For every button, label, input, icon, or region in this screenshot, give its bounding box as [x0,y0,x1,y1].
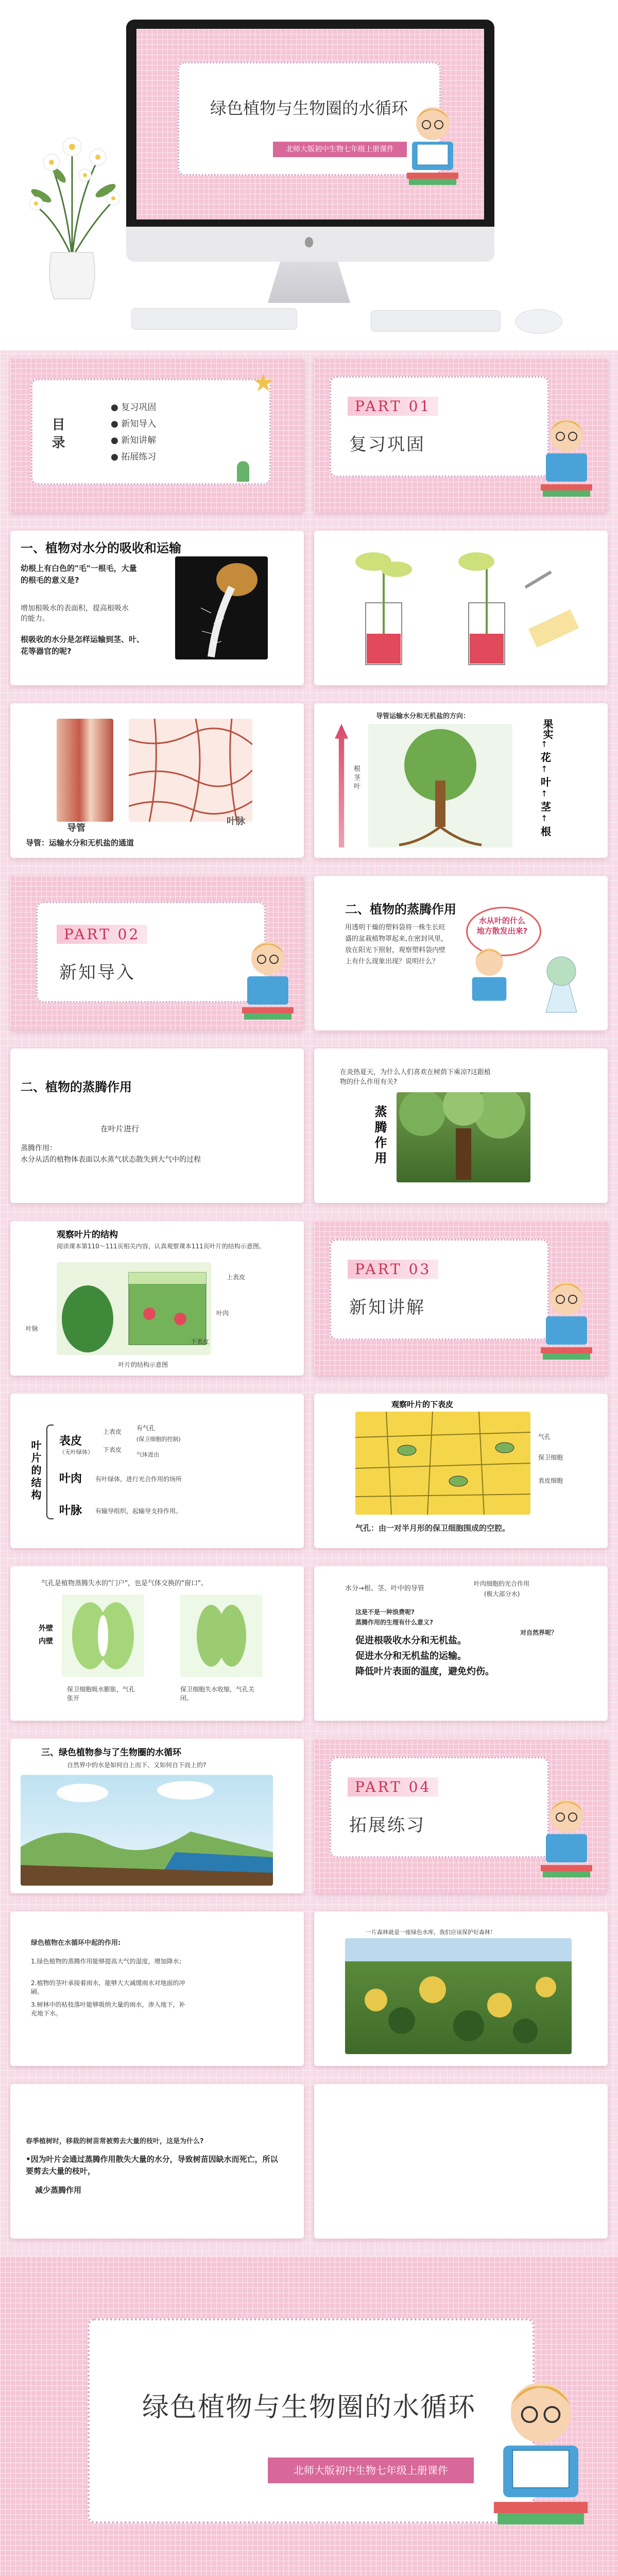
vein-label: 叶脉 [227,816,245,827]
cover-title: 绿色植物与生物圈的水循环 [210,98,408,118]
toc-item[interactable]: ● 复习巩固 [111,402,157,413]
exercise-answer-end: 减少蒸腾作用 [35,2185,82,2195]
waste-question: 这是不是一种浪费呢? [355,1608,415,1616]
boy-reading-icon [536,1278,597,1365]
apple-logo-icon [305,237,313,247]
meaning-answer: 促进水分和无机盐的运输。 [355,1651,467,1662]
part-card [330,1239,549,1340]
boy-reading-icon [237,938,299,1025]
cover-subtitle: 北师大版初中生物七年级上册课件 [273,142,407,157]
slide-meaning [314,1566,608,1721]
keyboard [131,308,297,330]
final-subtitle: 北师大版初中生物七年级上册课件 [268,2458,474,2483]
chain-item: 叶 [541,776,551,788]
final-title: 绿色植物与生物圈的水循环 [142,2392,476,2423]
mouse [515,309,562,334]
slide-heading: 二、植物的蒸腾作用 [21,1080,132,1094]
part-card [330,1757,549,1858]
boy-reading-icon [464,943,515,1020]
boy-reading-icon [536,1795,597,1883]
vessel-photo [57,719,113,822]
part-title: 拓展练习 [349,1815,425,1836]
slide-transp-def [10,1048,304,1203]
chain-arrow: ↑ [541,814,548,823]
boy-reading-icon [402,103,464,191]
struct-label: 叶肉 [216,1310,229,1317]
inner-label: 内壁 [39,1637,53,1646]
meso-label: 叶肉 [59,1472,82,1485]
meso-text: 有叶绿体，进行光合作用的场所 [95,1476,182,1483]
closed-caption: 保卫细胞失水收缩，气孔关闭。 [180,1686,255,1702]
intro-body: 用透明干燥的塑料袋将一株生长旺盛的盆栽植物罩起来,在密封风里，放在阳光下照射，观察塑料袋内壁上有什么现象出现？说明什么？ [345,924,448,966]
slide-heading: 二、植物的蒸腾作用 [345,902,456,917]
stoma-label: 保卫细胞 [538,1454,563,1461]
part-card [36,902,266,1003]
part-card [330,376,549,477]
trackpad [371,310,501,332]
stoma-label: 气孔 [538,1433,551,1440]
slide-guard-cells [10,1566,304,1721]
slide-heading: 气孔是植物蒸腾失水的"门户"，也是气体交换的"窗口"。 [41,1580,208,1587]
cactus-icon [237,461,249,482]
question-text: 根吸收的水分是怎样运输到茎、叶、花等器官的呢? [21,635,145,656]
vein-text: 有输导组织，起输导支持作用。 [95,1507,182,1515]
root-hair-photo [175,556,268,659]
part-title: 新知导入 [59,962,135,983]
answer-text: 增加根吸水的表面积，提高根吸水的能力。 [21,604,129,623]
slide-forest [314,1911,608,2066]
struct-label: 叶脉 [26,1325,39,1332]
slide-heading: 观察叶片的下表皮 [391,1400,454,1409]
flask-plant-icon [541,953,582,1015]
slide-roles [10,1911,304,2066]
exercise-answer: •因为叶片会通过蒸腾作用散失大量的水分，导致树苗因缺水而死亡，所以要剪去大量的枝叶， [26,2155,278,2176]
side-label: 叶片的结构 [29,1440,42,1502]
roles-item: 3.树林中的枯枝落叶能够吸纳大量的雨水，渗入地下，补充地下水。 [31,2001,185,2017]
nature-question: 对自然界呢？ [520,1629,558,1636]
struct-caption: 叶片的结构示意图 [118,1361,168,1368]
slide-heading: 一、植物对水分的吸收和运输 [21,541,181,555]
def-text: 水分从活的植物体表面以水蒸气状态散失到大气中的过程 [21,1156,201,1164]
slide-heading: 观察叶片的结构 [57,1230,118,1240]
hero [0,0,618,350]
slide-part02 [10,876,304,1030]
slide-transp-intro [314,876,608,1030]
epi-label: 表皮 [59,1435,82,1448]
water-cycle-illustration [21,1775,273,1886]
bubble-text: 水从叶的什么地方散发出来? [476,916,528,936]
slide-toc [10,358,304,513]
cycle-sub: 自然界中的水是如何自上而下、又如何自下而上的? [67,1761,207,1769]
leaf-section-illustration [57,1262,211,1355]
toc-list [111,399,156,465]
struct-label: 下表皮 [191,1338,210,1345]
up-arrow-icon [335,724,348,848]
slide-leaf-parts [10,1394,304,1548]
arrow-label: 根 茎 叶 [352,765,360,790]
slide-experiment [314,531,608,685]
chain-arrow: ↑ [541,789,548,799]
stoma-label: 有气孔 [136,1425,156,1432]
closed-stoma-illustration [180,1595,263,1677]
slide-heading: 三、绿色植物参与了生物圈的水循环 [41,1748,181,1758]
vessel-label: 导管 [67,823,85,834]
slide-part04 [314,1739,608,1893]
part-label: PART 04 [348,1777,438,1797]
epidermis-illustration [355,1412,530,1515]
final-slide [0,2257,618,2576]
lower-label: 下表皮 [103,1446,122,1453]
struct-label: 上表皮 [227,1274,246,1281]
chain-item: 花 [541,751,551,764]
toc-heading: 目 录 [49,417,65,449]
where-text: 在叶片进行 [100,1124,140,1133]
slide-water-cycle [10,1739,304,1893]
slide-blank [314,2084,608,2239]
slide-leaf-structure [10,1221,304,1376]
slide-tree-shade [314,1048,608,1203]
vertical-term: 蒸腾作用 [372,1105,387,1167]
meaning-answer: 降低叶片表面的温度，避免灼伤。 [355,1666,494,1677]
chain-arrow: ↑ [541,764,548,774]
epi-sub: （无叶绿体） [59,1449,93,1455]
chain-item: 茎 [541,801,551,813]
stoma-caption: 气孔：由一对半月形的保卫细胞围成的空腔。 [355,1523,510,1533]
slide-stoma [314,1394,608,1548]
photosynthesis-label: 叶肉细胞的光合作用 [474,1580,530,1587]
open-caption: 保卫细胞吸水膨胀，气孔张开 [67,1686,135,1702]
toc-item[interactable]: ● 拓展练习 [111,452,157,462]
flower-vase-icon [21,103,124,309]
roles-title: 绿色植物在水循环中起的作用: [31,1939,121,1947]
air-label: 气体进出 [136,1451,159,1458]
experiment-illustration [335,541,587,675]
monitor-stand [268,262,350,303]
roles-item: 1.绿色植物的蒸腾作用能够提高大气的湿度，增加降水； [31,1958,185,1965]
chain-item: 根 [541,825,551,838]
leaf-vein-photo [129,719,252,822]
forest-caption: 一片森林就是一座绿色水库，我们应该保护好森林！ [366,1929,496,1936]
upper-label: 上表皮 [103,1428,122,1435]
part-label: PART 02 [57,925,147,944]
water-path: 水分→根、茎、叶中的导管 [345,1585,424,1592]
stoma-sub: (保卫细胞的控制) [136,1436,181,1443]
bracket [46,1425,54,1519]
open-stoma-illustration [62,1595,144,1677]
slide-transport [314,703,608,858]
majority-label: (极大部分水) [484,1590,520,1598]
slide-part03 [314,1221,608,1376]
boy-reading-icon [484,2375,597,2535]
tree-question: 在炎热夏天，为什么人们喜欢在树荫下乘凉?这跟植物的什么作用有关? [340,1069,491,1086]
outer-label: 外壁 [39,1624,53,1633]
meaning-answer: 促进根吸收水分和无机盐。 [355,1635,467,1646]
stoma-label: 表皮细胞 [538,1477,563,1484]
part-title: 新知讲解 [349,1297,425,1318]
part-label: PART 03 [348,1260,438,1279]
vein-label: 叶脉 [59,1504,82,1517]
slide-absorb [10,531,304,685]
slide-exercise [10,2084,304,2239]
def-label: 蒸腾作用： [21,1144,57,1153]
roles-item: 2.植物的茎叶承接着雨水，能够大大减缓雨水对地面的冲刷。 [31,1979,185,1995]
forest-photo [345,1938,572,2054]
transport-title: 导管运输水分和无机盐的方向： [376,713,470,720]
structure-body: 阅读课本第110～111页相关内容，认真观察课本111页叶片的结构示意图。 [57,1243,265,1250]
toc-item[interactable]: ● 新知导入 [111,419,157,429]
toc-item[interactable]: ● 新知讲解 [111,435,157,446]
organ-chain [541,719,566,838]
exercise-question: 春季植树时，移栽的树苗常被剪去大量的枝叶，这是为什么? [26,2138,204,2145]
question-text: 幼根上有白色的"毛"一根毛，大量的根毛的意义是? [21,564,137,585]
star-icon: ★ [252,368,275,397]
shade-tree-photo [397,1092,530,1182]
part-label: PART 01 [348,397,438,416]
tree-illustration [368,724,512,848]
vessel-caption: 导管：运输水分和无机盐的通道 [26,838,134,848]
boy-reading-icon [536,415,597,502]
slide-part01 [314,358,608,513]
slide-vessel [10,703,304,858]
chain-item: 果实 [541,719,554,739]
chain-arrow: ↑ [541,739,548,749]
meaning-question: 蒸腾作用的生理有什么意义? [355,1619,433,1626]
part-title: 复习巩固 [349,434,425,455]
